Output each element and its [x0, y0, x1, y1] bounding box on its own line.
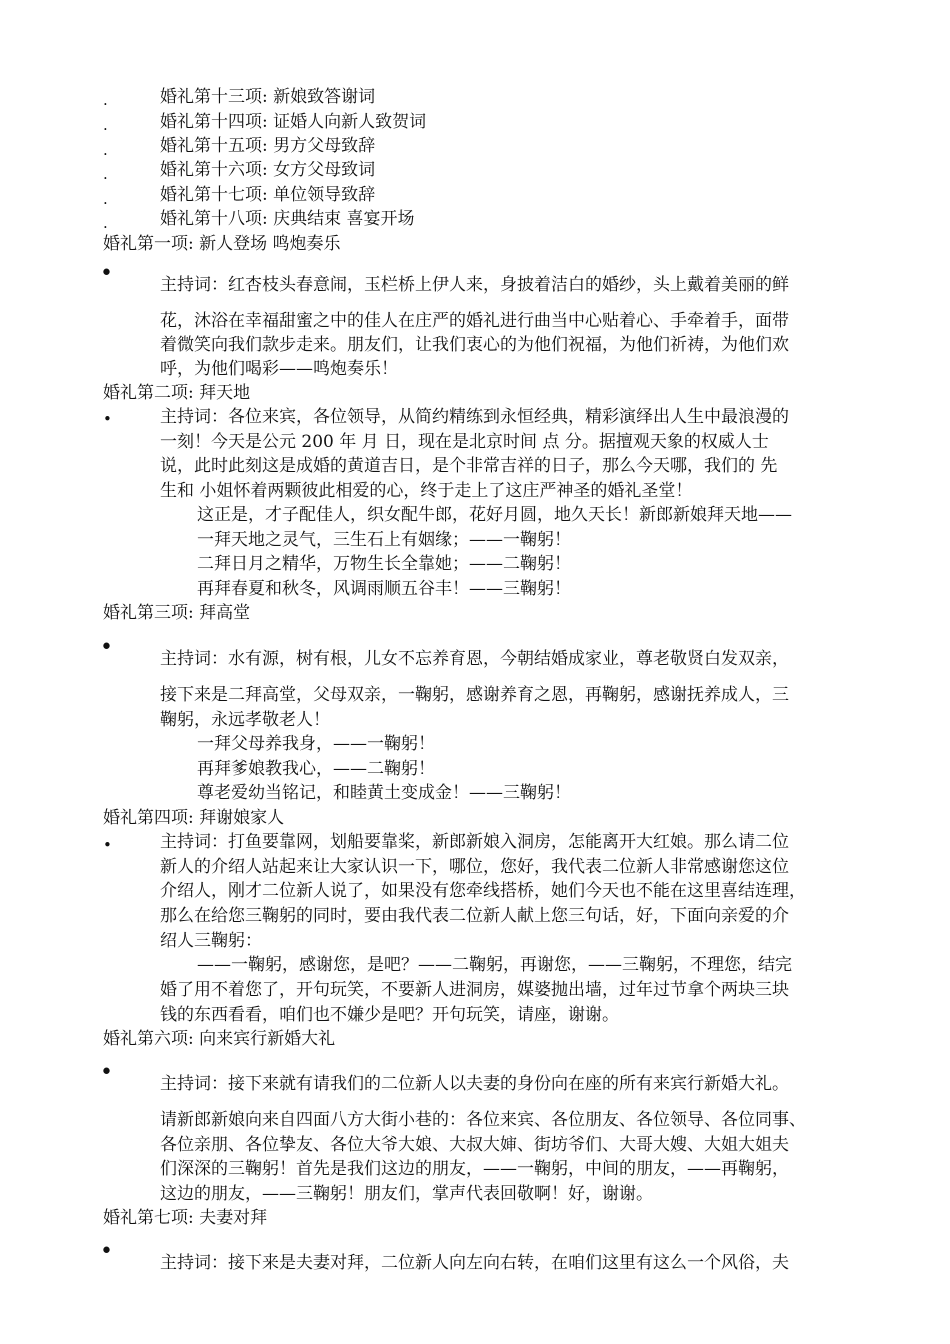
bullet: •: [100, 635, 113, 660]
body-line: 呼，为他们喝彩——鸣炮奏乐！: [160, 359, 398, 379]
section-heading: 婚礼第六项: 向来宾行新婚大礼: [103, 1029, 336, 1049]
verse-line: 尊老爱幼当铭记，和睦黄土变成金！——三鞠躬！: [197, 783, 571, 803]
bullet: .: [103, 91, 108, 109]
body-line: 各位亲朋、各位挚友、各位大爷大娘、大叔大婶、街坊爷们、大哥大嫂、大姐大姐夫: [160, 1135, 789, 1155]
section-heading: 婚礼第二项: 拜天地: [103, 383, 251, 403]
bullet: .: [103, 116, 108, 134]
body-line: 绍人三鞠躬：: [160, 931, 262, 951]
body-line: 主持词：水有源，树有根，儿女不忘养育恩，今朝结婚成家业，尊老敬贤白发双亲，: [160, 649, 789, 669]
toc-item: 婚礼第十五项: 男方父母致辞: [160, 136, 376, 156]
body-line: 接下来是二拜高堂，父母双亲，一鞠躬，感谢养育之恩，再鞠躬，感谢抚养成人，三: [160, 685, 789, 705]
body-line: 钱的东西看看，咱们也不嫌少是吧？开句玩笑，请座，谢谢。: [160, 1005, 619, 1025]
bullet: •: [100, 261, 113, 286]
body-line: 这边的朋友，——三鞠躬！朋友们，掌声代表回敬啊！好，谢谢。: [160, 1184, 653, 1204]
body-line: 花，沐浴在幸福甜蜜之中的佳人在庄严的婚礼进行曲当中心贴着心、手牵着手，面带: [160, 311, 789, 331]
verse-line: 这正是，才子配佳人，织女配牛郎，花好月圆，地久天长！新郎新娘拜天地——: [197, 505, 792, 525]
body-line: 主持词：打鱼要靠网，划船要靠桨，新郎新娘入洞房，怎能离开大红娘。那么请二位: [160, 832, 789, 852]
body-line: 鞠躬，永远孝敬老人！: [160, 710, 330, 730]
section-heading: 婚礼第七项: 夫妻对拜: [103, 1208, 268, 1228]
body-line: 一刻！今天是公元 200 年 月 日，现在是北京时间 点 分。据擅观天象的权威人士: [160, 432, 769, 452]
body-line: 请新郎新娘向来自四面八方大街小巷的：各位来宾、各位朋友、各位领导、各位同事、: [160, 1110, 806, 1130]
toc-item: 婚礼第十六项: 女方父母致词: [160, 160, 376, 180]
bullet: •: [103, 410, 112, 428]
bullet: •: [103, 836, 112, 854]
body-line: 主持词：接下来是夫妻对拜，二位新人向左向右转，在咱们这里有这么一个风俗，夫: [160, 1253, 789, 1273]
verse-line: 再拜春夏和秋冬，风调雨顺五谷丰！——三鞠躬！: [197, 579, 571, 599]
bullet: .: [103, 165, 108, 183]
verse-line: 一拜父母养我身，——一鞠躬！: [197, 734, 435, 754]
body-line: 主持词：各位来宾，各位领导，从简约精练到永恒经典，精彩演绎出人生中最浪漫的: [160, 407, 789, 427]
toc-item: 婚礼第十八项: 庆典结束 喜宴开场: [160, 209, 415, 229]
body-line: 生和 小姐怀着两颗彼此相爱的心，终于走上了这庄严神圣的婚礼圣堂！: [160, 481, 693, 501]
bullet: .: [103, 190, 108, 208]
body-line: 说，此时此刻这是成婚的黄道吉日，是个非常吉祥的日子，那么今天哪，我们的 先: [160, 456, 778, 476]
verse-line: 二拜日月之精华，万物生长全靠她；——二鞠躬！: [197, 554, 571, 574]
bullet: .: [103, 141, 108, 159]
verse-line: ——一鞠躬，感谢您，是吧？——二鞠躬，再谢您，——三鞠躬，不理您，结完: [197, 955, 792, 975]
body-line: 那么在给您三鞠躬的同时，要由我代表二位新人献上您三句话，好，下面向亲爱的介: [160, 906, 789, 926]
verse-line: 再拜爹娘教我心，——二鞠躬！: [197, 759, 435, 779]
section-heading: 婚礼第四项: 拜谢娘家人: [103, 808, 285, 828]
body-line: 们深深的三鞠躬！首先是我们这边的朋友，——一鞠躬，中间的朋友，——再鞠躬，: [160, 1159, 789, 1179]
body-line: 主持词：红杏枝头春意闹，玉栏桥上伊人来，身披着洁白的婚纱，头上戴着美丽的鲜: [160, 275, 789, 295]
body-line: 新人的介绍人站起来让大家认识一下，哪位，您好，我代表二位新人非常感谢您这位: [160, 857, 789, 877]
section-heading: 婚礼第一项: 新人登场 鸣炮奏乐: [103, 234, 341, 254]
section-heading: 婚礼第三项: 拜高堂: [103, 603, 251, 623]
body-line: 着微笑向我们款步走来。朋友们，让我们衷心的为他们祝福，为他们祈祷，为他们欢: [160, 335, 789, 355]
body-line: 婚了用不着您了，开句玩笑，不要新人进洞房，媒婆抛出墙，过年过节拿个两块三块: [160, 980, 789, 1000]
bullet: •: [100, 1060, 113, 1085]
toc-item: 婚礼第十三项: 新娘致答谢词: [160, 87, 376, 107]
body-line: 主持词：接下来就有请我们的二位新人以夫妻的身份向在座的所有来宾行新婚大礼。: [160, 1074, 789, 1094]
verse-line: 一拜天地之灵气，三生石上有姻缘；——一鞠躬！: [197, 530, 571, 550]
toc-item: 婚礼第十七项: 单位领导致辞: [160, 185, 376, 205]
bullet: .: [103, 214, 108, 232]
body-line: 介绍人，刚才二位新人说了，如果没有您牵线搭桥，她们今天也不能在这里喜结连理，: [160, 881, 806, 901]
toc-item: 婚礼第十四项: 证婚人向新人致贺词: [160, 112, 427, 132]
bullet: •: [100, 1239, 113, 1264]
